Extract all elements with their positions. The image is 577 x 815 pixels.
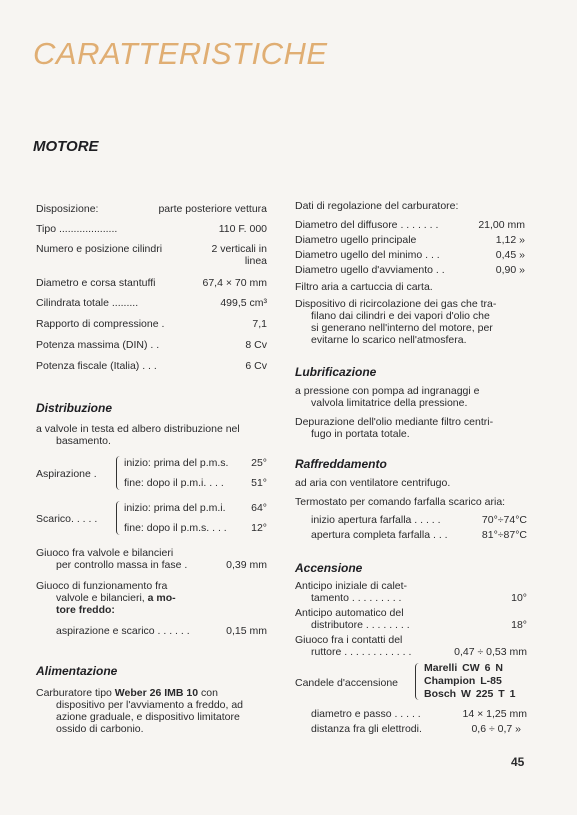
- distanza-value: 0,6 ÷ 0,7 »: [471, 723, 521, 735]
- diffusore-label: Diametro del diffusore . . . . . . .: [295, 219, 439, 231]
- asp-fine: fine: dopo il p.m.i. . . .: [124, 477, 224, 489]
- aspirazione-label: Aspirazione .: [36, 468, 97, 480]
- carb-text: Carburatore tipo: [36, 687, 112, 699]
- anticipo-iniziale: Anticipo iniziale di calet-: [295, 580, 408, 592]
- sca-inizio-value: 64°: [251, 502, 267, 514]
- anticipo-iniziale-value: 10°: [511, 592, 527, 604]
- depurazione-line-2: fugo in portata totale.: [311, 428, 410, 440]
- asp-scarico-label: aspirazione e scarico . . . . . .: [56, 625, 190, 637]
- section-heading-motore: MOTORE: [33, 138, 99, 155]
- minimo-label: Diametro ugello del minimo . . .: [295, 249, 440, 261]
- giuoco-funz-text: valvole e bilancieri,: [56, 592, 145, 604]
- page-title: CARATTERISTICHE: [33, 36, 328, 71]
- giuoco-contatti-cont: ruttore . . . . . . . . . . . .: [311, 646, 412, 658]
- avviamento-label: Diametro ugello d'avviamento . .: [295, 264, 445, 276]
- depurazione-line-1: Depurazione dell'olio mediante filtro centri-: [295, 416, 494, 428]
- fiscale-value: 6 Cv: [245, 360, 267, 372]
- diffusore-value: 21,00 mm: [478, 219, 525, 231]
- anticipo-automatico-value: 18°: [511, 619, 527, 631]
- candela-champion: Champion L-85: [424, 675, 502, 687]
- distanza-label: distanza fra gli elettrodi.: [311, 723, 422, 735]
- inizio-apertura-label: inizio apertura farfalla . . . . .: [311, 514, 441, 526]
- anticipo-iniziale-cont: tamento . . . . . . . . .: [311, 592, 402, 604]
- carb-model: Weber 26 IMB 10: [114, 687, 199, 699]
- carburatore-line-2: dispositivo per l'avviamento a freddo, ad: [56, 699, 244, 711]
- giuoco-valvole-cont: per controllo massa in fase .: [56, 559, 188, 571]
- fiscale-label: Potenza fiscale (Italia) . . .: [36, 360, 157, 372]
- candela-marelli: Marelli CW 6 N: [424, 662, 503, 674]
- asp-scarico-value: 0,15 mm: [226, 625, 267, 637]
- carburatore-line-4: ossido di carbonio.: [56, 723, 144, 735]
- ricircolazione-line-4: evitarne lo scarico nell'atmosfera.: [311, 334, 467, 346]
- carburatore-line: [36, 687, 218, 699]
- potenza-label: Potenza massima (DIN) . .: [36, 339, 160, 351]
- scarico-brace: [116, 501, 122, 535]
- giuoco-funzionamento-cont: [56, 592, 176, 604]
- anticipo-automatico-cont: distributore . . . . . . . .: [311, 619, 410, 631]
- page-number: 45: [511, 755, 525, 769]
- principale-label: Diametro ugello principale: [295, 234, 417, 246]
- avviamento-value: 0,90 »: [495, 264, 525, 276]
- rapporto-value: 7,1: [252, 318, 267, 330]
- giuoco-funz-bold: a mo-: [147, 592, 176, 604]
- lubrificazione-line-2: valvola limitatrice della pressione.: [311, 397, 468, 409]
- distribuzione-heading: Distribuzione: [36, 401, 113, 415]
- giuoco-valvole-value: 0,39 mm: [226, 559, 267, 571]
- candele-label: Candele d'accensione: [295, 677, 398, 689]
- giuoco-valvole: Giuoco fra valvole e bilancieri: [36, 547, 174, 559]
- giuoco-funzionamento: Giuoco di funzionamento fra: [36, 580, 168, 592]
- disposizione-value: parte posteriore vettura: [158, 203, 267, 215]
- candela-bosch: Bosch W 225 T 1: [424, 688, 516, 700]
- tipo-label: Tipo ....................: [36, 223, 118, 235]
- asp-inizio-value: 25°: [251, 457, 267, 469]
- ricircolazione-line-3: si generano nell'interno del motore, per: [311, 322, 493, 334]
- filtro-text: Filtro aria a cartuccia di carta.: [295, 281, 433, 293]
- raffreddamento-heading: Raffreddamento: [295, 457, 387, 471]
- candele-brace: [415, 663, 421, 700]
- giuoco-funzionamento-freddo: tore freddo:: [56, 604, 115, 616]
- giuoco-contatti: Giuoco fra i contatti del: [295, 634, 403, 646]
- asp-inizio: inizio: prima del p.m.s.: [124, 457, 229, 469]
- principale-value: 1,12 »: [495, 234, 525, 246]
- numero-label: Numero e posizione cilindri: [36, 243, 163, 255]
- diametro-label: Diametro e corsa stantuffi: [36, 277, 156, 289]
- carb-con: con: [200, 687, 218, 699]
- passo-label: diametro e passo . . . . .: [311, 708, 421, 720]
- dati-label: Dati di regolazione del carburatore:: [295, 200, 459, 212]
- inizio-apertura-value: 70°÷74°C: [481, 514, 527, 526]
- sca-inizio: inizio: prima del p.m.i.: [124, 502, 226, 514]
- apertura-completa-label: apertura completa farfalla . . .: [311, 529, 448, 541]
- disposizione-label: Disposizione:: [36, 203, 99, 215]
- passo-value: 14 × 1,25 mm: [462, 708, 527, 720]
- minimo-value: 0,45 »: [495, 249, 525, 261]
- apertura-completa-value: 81°÷87°C: [481, 529, 527, 541]
- carburatore-line-3: azione graduale, e dispositivo limitatore: [56, 711, 240, 723]
- sca-fine-value: 12°: [251, 522, 267, 534]
- ricircolazione-line-1: Dispositivo di ricircolazione dei gas che tra-: [295, 298, 497, 310]
- scarico-label: Scarico. . . . .: [36, 513, 98, 525]
- termostato-text: Termostato per comando farfalla scarico aria:: [295, 496, 506, 508]
- anticipo-automatico: Anticipo automatico del: [295, 607, 404, 619]
- accensione-heading: Accensione: [295, 561, 363, 575]
- sca-fine: fine: dopo il p.m.s. . . .: [124, 522, 227, 534]
- alimentazione-heading: Alimentazione: [36, 664, 118, 678]
- diametro-value: 67,4 × 70 mm: [202, 277, 267, 289]
- potenza-value: 8 Cv: [245, 339, 267, 351]
- numero-value-cont: linea: [244, 255, 267, 267]
- cilindrata-label: Cilindrata totale .........: [36, 297, 139, 309]
- tipo-value: 110 F. 000: [218, 223, 267, 235]
- lubrificazione-line-1: a pressione con pompa ad ingranaggi e: [295, 385, 480, 397]
- rapporto-label: Rapporto di compressione .: [36, 318, 165, 330]
- lubrificazione-heading: Lubrificazione: [295, 365, 377, 379]
- raffreddamento-text: ad aria con ventilatore centrifugo.: [295, 477, 451, 489]
- distribuzione-text: a valvole in testa ed albero distribuzione nel: [36, 423, 240, 435]
- distribuzione-text-cont: basamento.: [56, 435, 111, 447]
- aspirazione-brace: [116, 456, 122, 490]
- ricircolazione-line-2: filano dai cilindri e dei vapori d'olio che: [311, 310, 490, 322]
- cilindrata-value: 499,5 cm³: [220, 297, 267, 309]
- giuoco-contatti-value: 0,47 ÷ 0,53 mm: [454, 646, 527, 658]
- asp-fine-value: 51°: [251, 477, 267, 489]
- numero-value: 2 verticali in: [211, 243, 267, 255]
